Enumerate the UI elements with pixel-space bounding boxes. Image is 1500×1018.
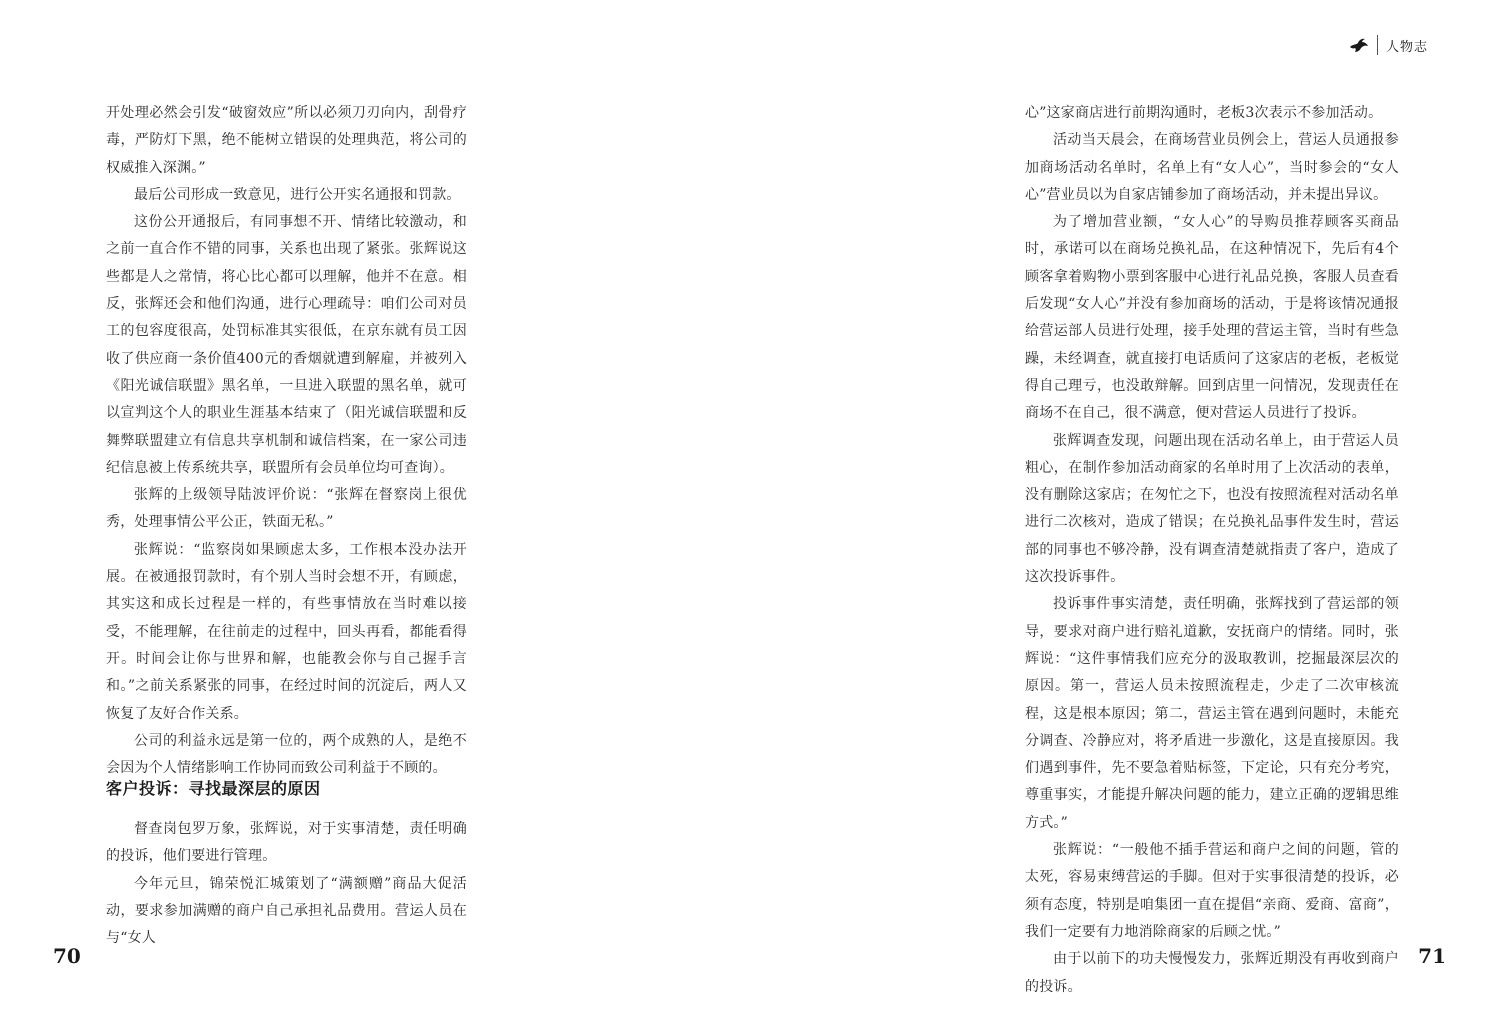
paragraph: 张辉说：“监察岗如果顾虑太多，工作根本没办法开展。在被通报罚款时，有个别人当时会想不开，有顾虑，其实这和成长过程是一样的，有些事情放在当时难以接受，不能理解，在往前走的过程中，回头再看，都能看得开。时间会让你与世界和解，也能教会你与自己握手言和。”之前关系紧张的同事，在经过时间的沉淀后，两人又恢复了友好合作关系。 <box>106 541 467 722</box>
left-top-column <box>106 100 467 782</box>
paragraph: 活动当天晨会，在商场营业员例会上，营运人员通报参加商场活动名单时，名单上有“女人心”，当时参会的“女人心”营业员以为自家店铺参加了商场活动，并未提出异议。 <box>1025 132 1399 203</box>
paragraph: 这份公开通报后，有同事想不开、情绪比较激动，和之前一直合作不错的同事，关系也出现了紧张。张辉说这些都是人之常情，将心比心都可以理解，他并不在意。相反，张辉还会和他们沟通，进行心理疏导：咱们公司对员工的包容度很高，处罚标准其实很低，在京东就有员工因收了供应商一条价值400元的香烟就遭到解雇，并被列入《阳光诚信联盟》黑名单，一旦进入联盟的黑名单，就可以宣判这个人的职业生涯基本结束了（阳光诚信联盟和反舞弊联盟建立有信息共享机制和诚信档案，在一家公司违纪信息被上传系统共享，联盟所有会员单位均可查询）。 <box>106 214 467 476</box>
bird-logo-icon <box>1349 36 1369 54</box>
paragraph: 由于以前下的功夫慢慢发力，张辉近期没有再收到商户的投诉。 <box>1025 951 1399 995</box>
page-number-left: 70 <box>53 944 81 968</box>
paragraph: 今年元旦，锦荣悦汇城策划了“满额赠”商品大促活动，要求参加满赠的商户自己承担礼品费用。营运人员在与“女人 <box>106 875 467 947</box>
paragraph: 投诉事件事实清楚，责任明确，张辉找到了营运部的领导，要求对商户进行赔礼道歉，安抚商户的情绪。同时，张辉说：“这件事情我们应充分的汲取教训，挖掘最深层次的原因。第一，营运人员未按照流程走，少走了二次审核流程，这是根本原因；第二，营运主管在遇到问题时，未能充分调查、冷静应对，将矛盾进一步激化，这是直接原因。我们遇到事件，先不要急着贴标签，下定论，只有充分考究，尊重事实，才能提升解决问题的能力，建立正确的逻辑思维方式。” <box>1025 596 1399 831</box>
right-page <box>750 0 1500 1018</box>
paragraph: 督查岗包罗万象，张辉说，对于实事清楚，责任明确的投诉，他们要进行管理。 <box>106 821 467 865</box>
paragraph: 开处理必然会引发“破窗效应”所以必须刀刃向内，刮骨疗毒，严防灯下黑，绝不能树立错误的处理典范，将公司的权威推入深渊。” <box>106 105 467 176</box>
paragraph: 心”这家商店进行前期沟通时，老板3次表示不参加活动。 <box>1025 105 1383 121</box>
header-divider <box>1377 35 1378 55</box>
paragraph: 最后公司形成一致意见，进行公开实名通报和罚款。 <box>134 186 461 203</box>
section-heading: 客户投诉：寻找最深层的原因 <box>106 779 321 798</box>
page-number-right: 71 <box>1418 944 1446 968</box>
paragraph: 为了增加营业额，“女人心”的导购员推荐顾客买商品时，承诺可以在商场兑换礼品，在这种情况下，先后有4个顾客拿着购物小票到客服中心进行礼品兑换，客服人员查看后发现“女人心”并没有参加商场的活动，于是将该情况通报给营运部人员进行处理，接手处理的营运主管，当时有些急躁，未经调查，就直接打电话质问了这家店的老板，老板觉得自己理亏，也没敢辩解。回到店里一问情况，发现责任在商场不在自己，很不满意，便对营运人员进行了投诉。 <box>1025 214 1399 422</box>
paragraph: 公司的利益永远是第一位的，两个成熟的人，是绝不会因为个人情绪影响工作协同而致公司利益于不顾的。 <box>106 732 467 777</box>
section-title: 人物志 <box>1385 39 1428 55</box>
running-header <box>1349 34 1428 56</box>
right-column <box>1025 100 1399 1001</box>
left-bottom-column <box>106 816 467 952</box>
paragraph: 张辉说：“一般他不插手营运和商户之间的问题，管的太死，容易束缚营运的手脚。但对于实事很清楚的投诉，必须有态度，特别是咱集团一直在提倡“亲商、爱商、富商”，我们一定要有力地消除商家的后顾之忧。” <box>1025 842 1399 940</box>
paragraph: 张辉调查发现，问题出现在活动名单上，由于营运人员粗心，在制作参加活动商家的名单时用了上次活动的表单，没有删除这家店；在匆忙之下，也没有按照流程对活动名单进行二次核对，造成了错误；在兑换礼品事件发生时，营运部的同事也不够冷静，没有调查清楚就指责了客户，造成了这次投诉事件。 <box>1025 432 1399 586</box>
paragraph: 张辉的上级领导陆波评价说：“张辉在督察岗上很优秀，处理事情公平公正，铁面无私。” <box>106 487 467 531</box>
